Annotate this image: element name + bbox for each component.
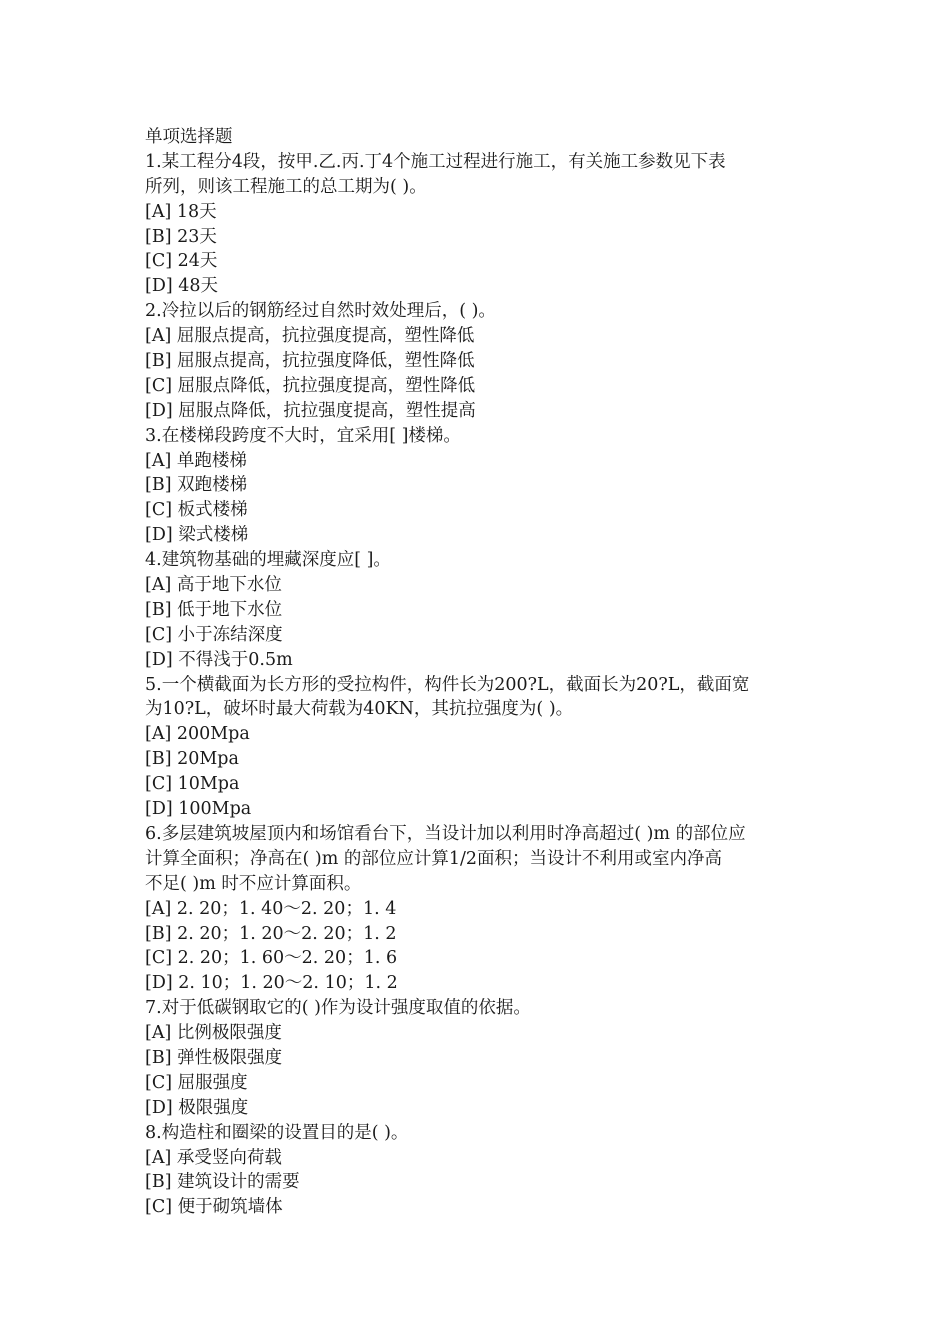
question-6: [145, 822, 825, 996]
option-d: [D] 屈服点降低，抗拉强度提高，塑性提高: [145, 400, 476, 421]
option-a: [A] 2. 20；1. 40～2. 20；1. 4: [145, 898, 397, 919]
question-7: [145, 996, 825, 1120]
option-a: [A] 单跑楼梯: [145, 450, 247, 471]
option-a: [A] 屈服点提高，抗拉强度提高，塑性降低: [145, 326, 475, 347]
option-a: [A] 高于地下水位: [145, 575, 282, 596]
question-text: 所列，则该工程施工的总工期为( )。: [145, 176, 427, 197]
question-1: [145, 150, 825, 299]
section-title: 单项选择题: [145, 127, 233, 147]
question-3: [145, 424, 825, 548]
option-c: [C] 2. 20；1. 60～2. 20；1. 6: [145, 948, 398, 969]
option-a: [A] 承受竖向荷载: [145, 1147, 282, 1168]
option-b: [B] 建筑设计的需要: [145, 1172, 300, 1193]
question-5: [145, 673, 825, 822]
option-b: [B] 屈服点提高，抗拉强度降低，塑性降低: [145, 351, 475, 372]
option-c: [C] 小于冻结深度: [145, 624, 283, 645]
option-c: [C] 24天: [145, 251, 218, 272]
option-c: [C] 屈服点降低，抗拉强度提高，塑性降低: [145, 375, 476, 396]
option-d: [D] 梁式楼梯: [145, 525, 249, 546]
question-2: [145, 299, 825, 423]
question-text: 为10?L，破坏时最大荷载为40KN，其抗拉强度为( )。: [145, 699, 574, 720]
option-c: [C] 10Mpa: [145, 774, 240, 795]
option-a: [A] 18天: [145, 201, 217, 222]
option-a: [A] 200Mpa: [145, 724, 250, 745]
option-d: [D] 48天: [145, 276, 219, 297]
question-8: [145, 1121, 825, 1221]
question-text: 2.冷拉以后的钢筋经过自然时效处理后，( )。: [145, 301, 496, 322]
option-b: [B] 20Mpa: [145, 749, 239, 770]
option-d: [D] 不得浅于0.5m: [145, 649, 293, 670]
option-b: [B] 低于地下水位: [145, 599, 283, 620]
option-c: [C] 便于砌筑墙体: [145, 1197, 283, 1218]
option-b: [B] 双跑楼梯: [145, 475, 248, 496]
option-a: [A] 比例极限强度: [145, 1023, 282, 1044]
option-d: [D] 极限强度: [145, 1097, 249, 1118]
question-4: [145, 548, 825, 672]
question-text: 6.多层建筑坡屋顶内和场馆看台下，当设计加以利用时净高超过( )m 的部位应: [145, 823, 746, 844]
option-b: [B] 23天: [145, 226, 217, 247]
option-d: [D] 100Mpa: [145, 799, 252, 820]
option-c: [C] 屈服强度: [145, 1072, 248, 1093]
document-page: [145, 125, 825, 1220]
question-text: 不足( )m 时不应计算面积。: [145, 873, 362, 894]
question-text: 4.建筑物基础的埋藏深度应[ ]。: [145, 550, 391, 571]
option-b: [B] 弹性极限强度: [145, 1047, 283, 1068]
question-text: 计算全面积；净高在( )m 的部位应计算1/2面积；当设计不利用或室内净高: [145, 848, 723, 869]
question-text: 7.对于低碳钢取它的( )作为设计强度取值的依据。: [145, 998, 531, 1019]
question-text: 8.构造柱和圈梁的设置目的是( )。: [145, 1122, 409, 1143]
question-text: 1.某工程分4段，按甲.乙.丙.丁4个施工过程进行施工，有关施工参数见下表: [145, 151, 726, 172]
option-d: [D] 2. 10；1. 20～2. 10；1. 2: [145, 973, 398, 994]
option-b: [B] 2. 20；1. 20～2. 20；1. 2: [145, 923, 397, 944]
question-text: 5.一个横截面为长方形的受拉构件，构件长为200?L，截面长为20?L，截面宽: [145, 674, 750, 695]
option-c: [C] 板式楼梯: [145, 500, 248, 521]
question-text: 3.在楼梯段跨度不大时，宜采用[ ]楼梯。: [145, 425, 461, 446]
